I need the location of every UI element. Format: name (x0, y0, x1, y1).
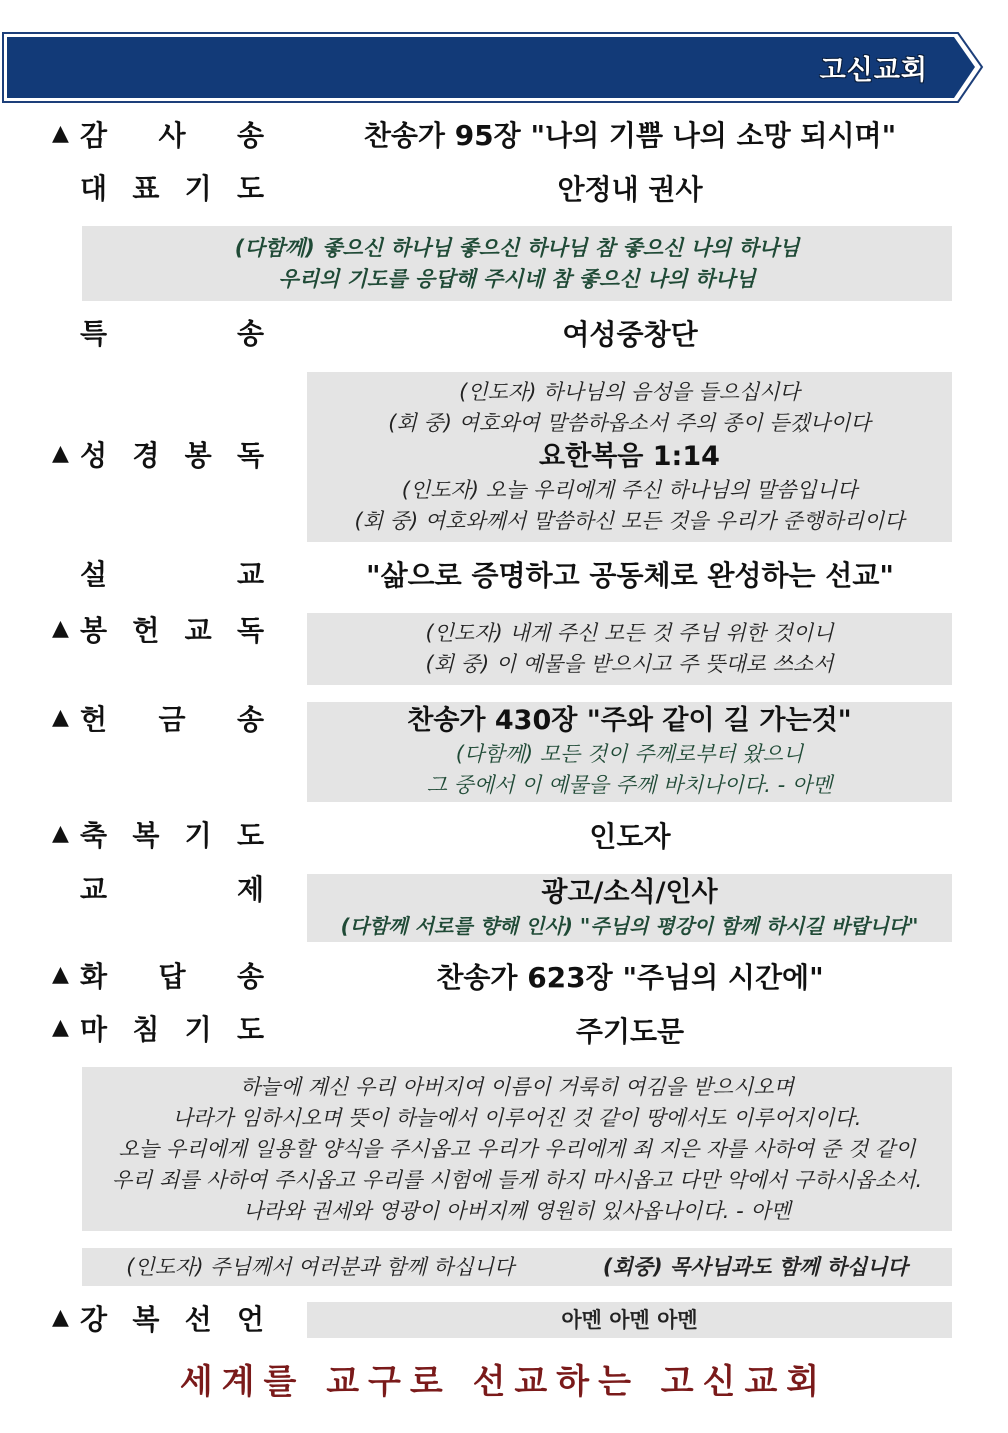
offering-hymn-title: 찬송가 430장 "주와 같이 길 가는것" (407, 705, 852, 736)
special-song-performer: 여성중창단 (562, 318, 698, 351)
triangle-marker-icon: ▲ (52, 441, 69, 466)
triangle-marker-icon: ▲ (52, 962, 69, 987)
label-fellowship: 교 제 (80, 873, 264, 906)
church-name: 고신교회 (819, 55, 928, 86)
label-prayer: 대 표 기 도 (80, 172, 264, 205)
triangle-marker-icon: ▲ (52, 821, 69, 846)
label-closing-prayer: ▲ 마 침 기 도 (52, 1013, 264, 1046)
benediction-amen: 아멘 아멘 아멘 (561, 1307, 698, 1332)
triangle-marker-icon: ▲ (52, 616, 69, 641)
label-scripture: ▲ 성 경 봉 독 (52, 439, 264, 472)
label-offering-hymn: ▲ 헌 금 송 (52, 703, 264, 736)
label-offering-reading: ▲ 봉 헌 교 독 (52, 614, 264, 647)
lords-prayer-box: 하늘에 계신 우리 아버지여 이름이 거룩히 여김을 받으시오며 나라가 임하시오며 뜻이 하늘에서 이루어진 것 같이 땅에서도 이루어지이다. 오늘 우리에게 일용할 양식을 주시옵고 우리가 우리에게 죄 지은 자를 사하여 준 것 같이 우리 죄를 사하여 주시옵고 우리를 시험에 들게 하지 마시옵고 다만 악에서 구하시옵소서. 나라와 권세와 영광이 아버지께 영원히 있사옵나이다. - 아멘 (82, 1067, 952, 1231)
triangle-marker-icon: ▲ (52, 1305, 69, 1330)
benediction-box (307, 1302, 952, 1338)
blessing-prayer-leader: 인도자 (589, 820, 671, 853)
label-blessing-prayer: ▲ 축 복 기 도 (52, 819, 264, 852)
fellowship-box: 광고/소식/인사 (다함께 서로를 향해 인사) "주님의 평강이 함께 하시길 바랍니다" (307, 874, 952, 942)
label-special: 특 송 (80, 317, 264, 350)
scripture-reference: 요한복음 1:14 (539, 441, 720, 472)
greeting-leader: (인도자) 주님께서 여러분과 함께 하십니다 (126, 1254, 515, 1279)
label-sermon: 설 교 (80, 558, 264, 591)
fellowship-title: 광고/소식/인사 (541, 876, 718, 908)
label-praise: ▲ 감 사 송 (52, 119, 264, 152)
label-benediction: ▲ 강 복 선 언 (52, 1303, 264, 1336)
closing-prayer-title: 주기도문 (575, 1015, 685, 1048)
prayer-song-box: (다함께) 좋으신 하나님 좋으신 하나님 참 좋으신 나의 하나님 우리의 기도를 응답해 주시네 참 좋으신 나의 하나님 (82, 226, 952, 301)
scripture-reading-box: (인도자) 하나님의 음성을 들으십시다 (회 중) 여호와여 말씀하옵소서 주의 종이 듣겠나이다 요한복음 1:14 (인도자) 오늘 우리에게 주신 하나님의 말씀입니다 (회 중) 여호와께서 말씀하신 모든 것을 우리가 준행하리이다 (307, 372, 952, 542)
response-hymn: 찬송가 623장 "주님의 시간에" (436, 961, 824, 994)
praise-hymn: 찬송가 95장 "나의 기쁨 나의 소망 되시며" (363, 119, 897, 152)
offering-reading-box: (인도자) 내게 주신 모든 것 주님 위한 것이니 (회 중) 이 예물을 받으시고 주 뜻대로 쓰소서 (307, 613, 952, 685)
triangle-marker-icon: ▲ (52, 121, 69, 146)
footer-motto: 세계를 교구로 선교하는 고신교회 (179, 1362, 829, 1402)
greeting-box (82, 1248, 952, 1286)
header-banner (2, 32, 984, 103)
offering-hymn-box: 찬송가 430장 "주와 같이 길 가는것" (다함께) 모든 것이 주께로부터 왔으니 그 중에서 이 예물을 주께 바치나이다. - 아멘 (307, 702, 952, 802)
prayer-leader: 안정내 권사 (557, 173, 703, 206)
greeting-congregation: (회중) 목사님과도 함께 하십니다 (602, 1254, 908, 1279)
triangle-marker-icon: ▲ (52, 1015, 69, 1040)
triangle-marker-icon: ▲ (52, 705, 69, 730)
sermon-title: "삶으로 증명하고 공동체로 완성하는 선교" (366, 559, 894, 592)
label-response-hymn: ▲ 화 답 송 (52, 960, 264, 993)
